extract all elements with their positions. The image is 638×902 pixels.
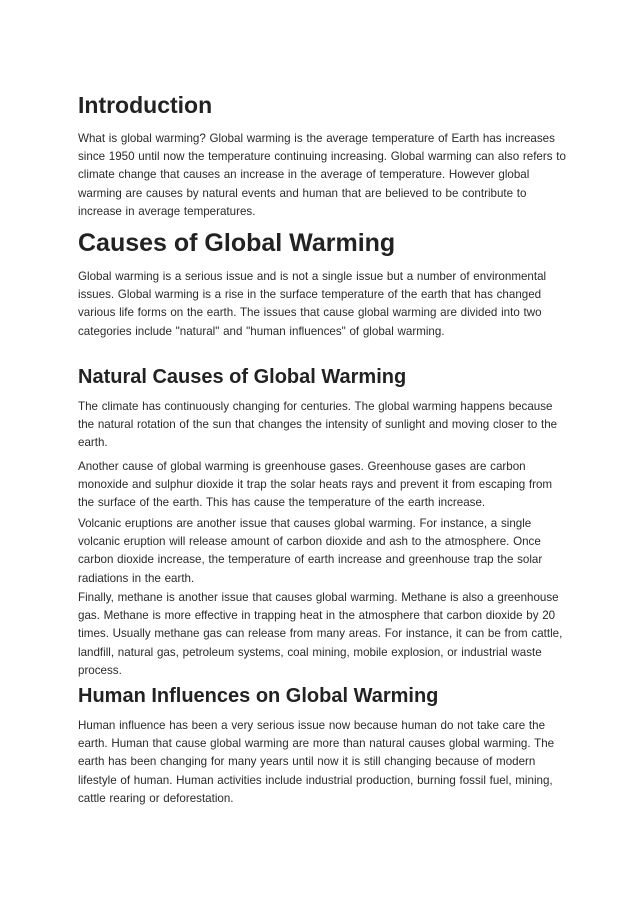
paragraph-natural-sun: The climate has continuously changing for centuries. The global warming happens because the natural rotation of the sun that changes the intensity of sunlight and moving closer to the earth. — [78, 400, 558, 450]
heading-human-influences: Human Influences on Global Warming — [78, 685, 439, 707]
heading-causes: Causes of Global Warming — [78, 229, 396, 257]
heading-introduction: Introduction — [78, 92, 213, 118]
paragraph-human-influences: Human influence has been a very serious issue now because human do not take care the earth. Human that cause global warming are more than natural causes global warming. The earth has been changing for many years until now it is still changing because of modern lifestyle of human. Human activities include industrial production, burning fossil fuel, mining, cattle rearing or deforestation. — [78, 719, 555, 805]
paragraph-natural-volcanic: Volcanic eruptions are another issue that causes global warming. For instance, a single volcanic eruption will release amount of carbon dioxide and ash to the atmosphere. Once carbon dioxide increase, the temperature of earth increase and greenhouse trap the solar radiations in the earth. — [78, 517, 543, 585]
paragraph-causes: Global warming is a serious issue and is not a single issue but a number of environmental issues. Global warming is a rise in the surface temperature of the earth that has changed various life forms on the earth. The issues that cause global warming are divided into two categories include "natural" and "human influences" of global warming. — [78, 270, 547, 338]
paragraph-natural-greenhouse: Another cause of global warming is greenhouse gases. Greenhouse gases are carbon monoxide and sulphur dioxide it trap the solar heats rays and prevent it from escaping from the surface of the earth. This has cause the temperature of the earth increase. — [78, 460, 553, 510]
paragraph-introduction: What is global warming? Global warming is the average temperature of Earth has increases since 1950 until now the temperature continuing increasing. Global warming can also refers to climate change that causes an increase in the average of temperature. However global warming are causes by natural events and human that are believed to be contribute to increase in average temperatures. — [78, 132, 566, 218]
paragraph-natural-methane: Finally, methane is another issue that causes global warming. Methane is also a greenhouse gas. Methane is more effective in trapping heat in the atmosphere that carbon dioxide by 20 times. Usually methane gas can release from many areas. For instance, it can be from cattle, landfill, natural gas, petroleum systems, coal mining, mobile explosion, or industrial waste process. — [78, 591, 563, 677]
heading-natural-causes: Natural Causes of Global Warming — [78, 366, 407, 388]
